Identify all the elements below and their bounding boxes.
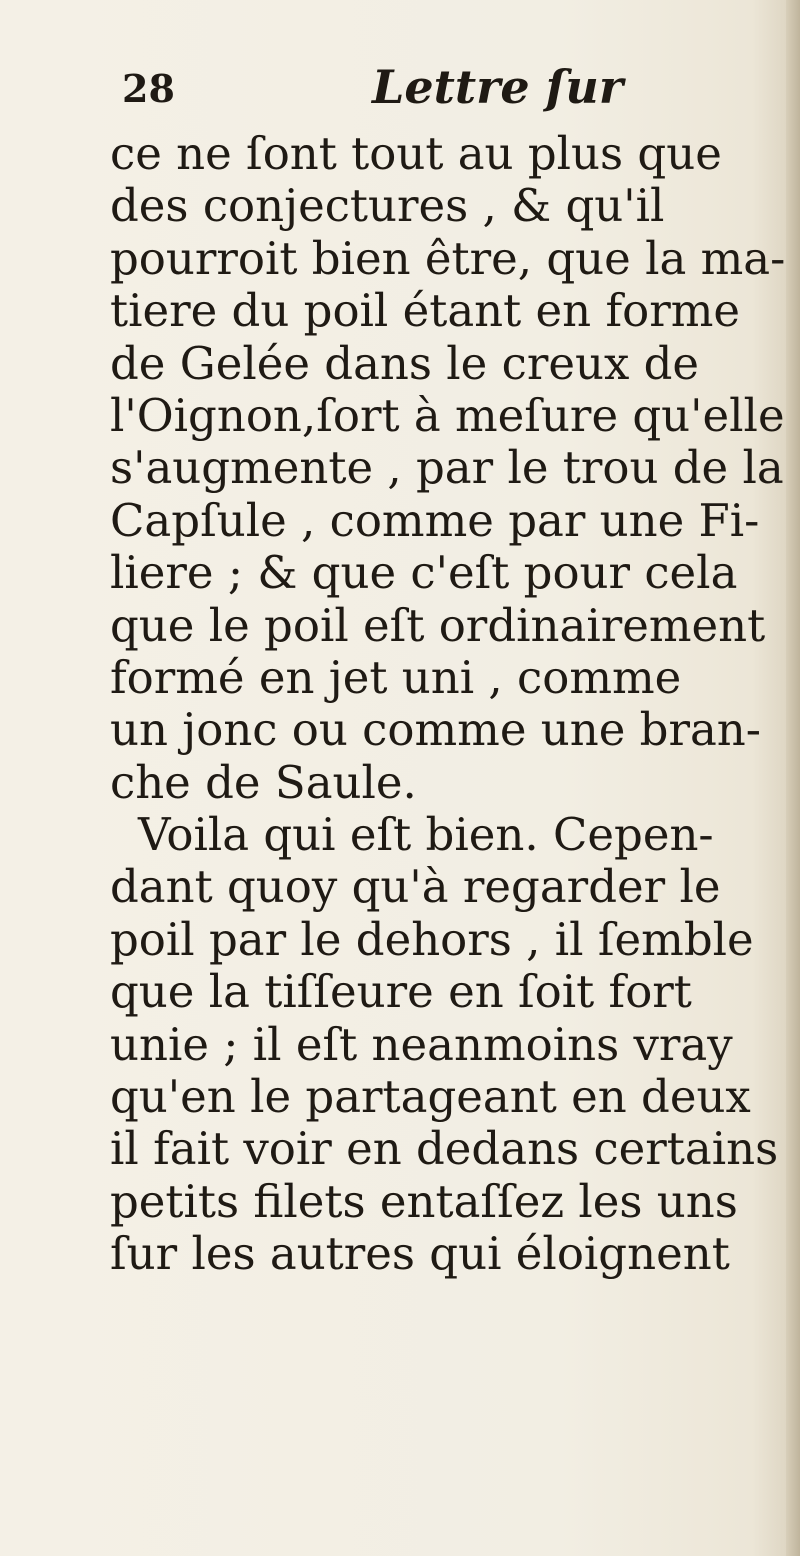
text-line: qu'en le partageant en deux <box>110 1071 751 1124</box>
text-line: liere ; & que c'eſt pour cela <box>110 547 738 600</box>
page-number: 28 <box>122 66 175 111</box>
paragraph-start-line: Voila qui eſt bien. Cepen- <box>138 809 714 862</box>
running-title: Lettre ſur <box>372 60 624 114</box>
text-line: s'augmente , par le trou de la <box>110 442 784 495</box>
text-line: tiere du poil étant en forme <box>110 285 741 338</box>
text-line: dant quoy qu'à regarder le <box>110 861 721 914</box>
text-line: Capſule , comme par une Fi- <box>110 494 760 547</box>
text-line: que le poil eſt ordinairement <box>110 599 766 652</box>
body-text <box>110 128 790 1281</box>
page-header <box>122 60 682 130</box>
text-line: petits filets entaſſez les uns <box>110 1175 738 1228</box>
text-line: pourroit bien être, que la ma- <box>110 232 786 285</box>
text-line: ce ne ſont tout au plus que <box>110 128 722 180</box>
text-line: que la tiſſeure en ſoit fort <box>110 966 692 1019</box>
text-line: de Gelée dans le creux de <box>110 337 700 390</box>
text-line: poil par le dehors , il ſemble <box>110 913 754 966</box>
text-line: che de Saule. <box>110 756 417 809</box>
text-line: formé en jet uni , comme <box>110 651 682 704</box>
text-line: l'Oignon,ſort à meſure qu'elle <box>110 389 785 442</box>
text-line: unie ; il eſt neanmoins vray <box>110 1018 733 1071</box>
text-line: ſur les autres qui éloignent <box>110 1228 730 1281</box>
text-line: des conjectures , & qu'il <box>110 180 665 233</box>
text-line: il fait voir en dedans certains <box>110 1123 779 1176</box>
text-line: un jonc ou comme une bran- <box>110 704 761 757</box>
